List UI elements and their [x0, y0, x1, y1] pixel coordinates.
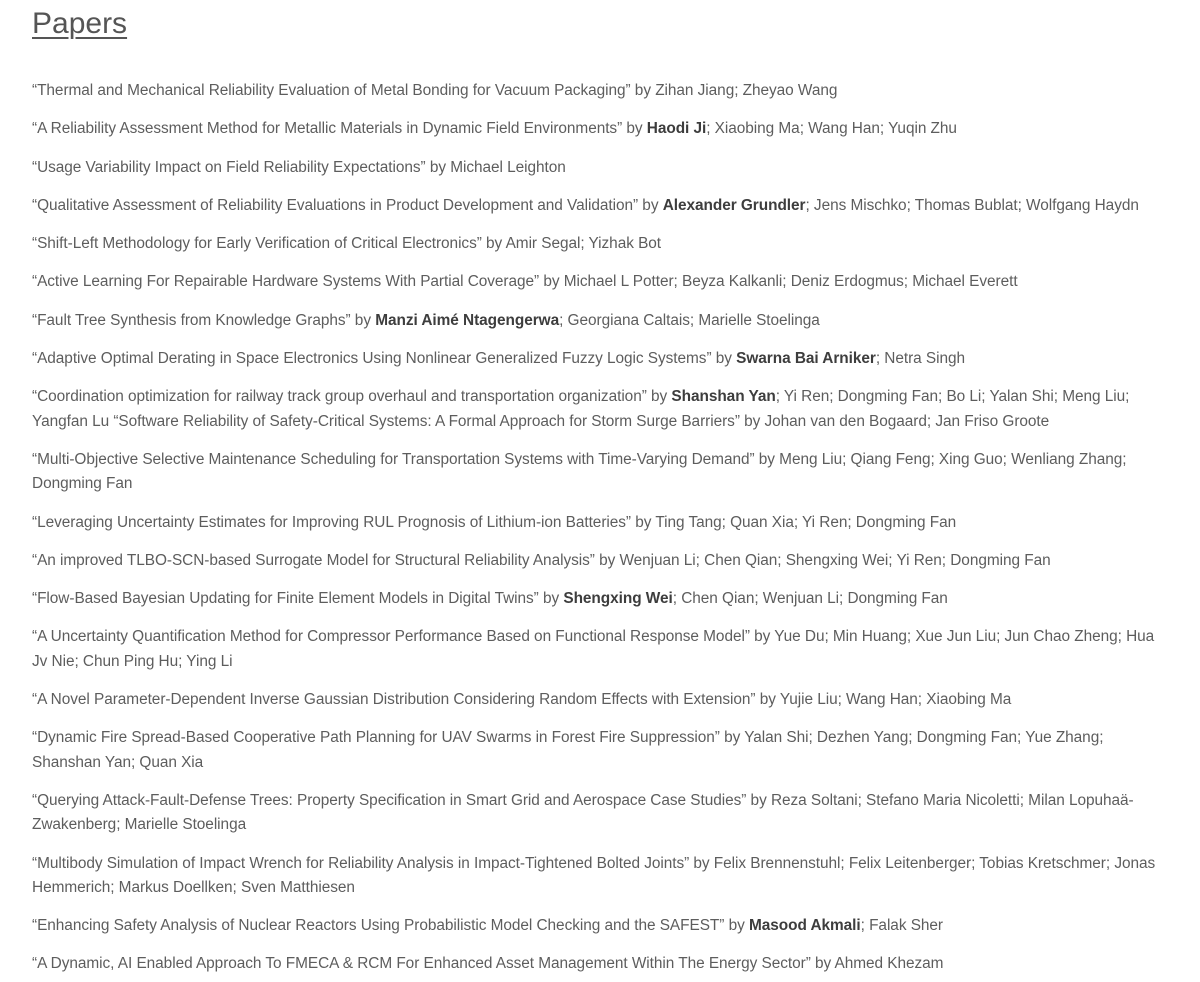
by-label: by: [539, 273, 564, 291]
paper-authors: ; Chen Qian; Wenjuan Li; Dongming Fan: [672, 590, 948, 608]
paper-entry: [32, 385, 1160, 434]
paper-title: “Multi-Objective Selective Maintenance Scheduling for Transportation Systems with Time-Varying Demand”: [32, 450, 755, 468]
by-label: by: [754, 450, 780, 468]
paper-title: “Usage Variability Impact on Field Reliability Expectations”: [32, 158, 426, 176]
by-label: by: [630, 82, 656, 99]
paper-title: “Thermal and Mechanical Reliability Evaluation of Metal Bonding for Vacuum Packaging”: [32, 82, 631, 99]
paper-entry: [32, 625, 1160, 674]
paper-entry: [32, 309, 1160, 333]
paper-title: “Querying Attack-Fault-Defense Trees: Property Specification in Smart Grid and Aerospace Case Studies”: [32, 791, 747, 809]
paper-authors: Yalan Shi; Dezhen Yang; Dongming Fan; Yue Zhang; Shanshan Yan; Quan Xia: [32, 729, 1104, 771]
paper-authors: Ting Tang; Quan Xia; Yi Ren; Dongming Fan: [655, 513, 957, 531]
presenting-author: Shanshan Yan: [671, 388, 776, 406]
paper-entry: [32, 194, 1160, 218]
paper-authors: Amir Segal; Yizhak Bot: [505, 235, 662, 253]
paper-authors: ; Netra Singh: [875, 350, 965, 368]
paper-title: “Dynamic Fire Spread-Based Cooperative Path Planning for UAV Swarms in Forest Fire Suppression”: [32, 729, 720, 747]
paper-title: “Multibody Simulation of Impact Wrench for Reliability Analysis in Impact-Tightened Bolted Joints”: [32, 854, 690, 872]
paper-title: “Coordination optimization for railway track group overhaul and transportation organization”: [32, 388, 647, 406]
presenting-author: Alexander Grundler: [662, 196, 806, 214]
by-label: by: [719, 729, 745, 747]
by-label: by: [646, 388, 672, 406]
paper-entry: [32, 587, 1160, 611]
by-label: by: [746, 791, 771, 809]
paper-entry: [32, 79, 1160, 103]
paper-authors: Wenjuan Li; Chen Qian; Shengxing Wei; Yi Ren; Dongming Fan: [619, 551, 1051, 569]
by-label: by: [810, 955, 835, 973]
presenting-author: Haodi Ji: [646, 120, 707, 138]
by-label: by: [749, 628, 775, 646]
paper-title: “Flow-Based Bayesian Updating for Finite Element Models in Digital Twins”: [32, 590, 539, 608]
paper-authors: ; Georgiana Caltais; Marielle Stoelinga: [559, 311, 820, 329]
paper-title: “An improved TLBO-SCN-based Surrogate Model for Structural Reliability Analysis”: [32, 551, 595, 569]
paper-entry: [32, 549, 1160, 573]
paper-title: “A Dynamic, AI Enabled Approach To FMECA & RCM For Enhanced Asset Management Within The Energy Sector”: [32, 955, 811, 973]
paper-authors: ; Falak Sher: [860, 917, 943, 935]
paper-entry: [32, 511, 1160, 535]
paper-entry: [32, 448, 1160, 497]
paper-entry: [32, 726, 1160, 775]
by-label: by: [711, 350, 737, 368]
by-label: by: [755, 691, 780, 709]
paper-title: “Qualitative Assessment of Reliability Evaluations in Product Development and Validation”: [32, 196, 639, 214]
paper-authors: ; Xiaobing Ma; Wang Han; Yuqin Zhu: [706, 120, 957, 138]
paper-entry: [32, 117, 1160, 141]
paper-title: “Fault Tree Synthesis from Knowledge Graphs”: [32, 311, 351, 329]
paper-title: “A Reliability Assessment Method for Metallic Materials in Dynamic Field Environments”: [32, 120, 623, 138]
presenting-author: Masood Akmali: [748, 917, 861, 935]
paper-title: “A Novel Parameter-Dependent Inverse Gaussian Distribution Considering Random Effects with Extension”: [32, 691, 756, 709]
paper-authors: Yue Du; Min Huang; Xue Jun Liu; Jun Chao Zheng; Hua Jv Nie; Chun Ping Hu; Ying Li: [32, 628, 1155, 670]
paper-entry: [32, 688, 1160, 712]
paper-entry: [32, 156, 1160, 180]
by-label: by: [724, 917, 749, 935]
paper-entry: [32, 232, 1160, 256]
by-label: by: [538, 590, 564, 608]
by-label: by: [594, 551, 620, 569]
paper-title: “Active Learning For Repairable Hardware Systems With Partial Coverage”: [32, 273, 540, 291]
paper-entry: [32, 914, 1160, 938]
paper-authors: Ahmed Khezam: [834, 955, 944, 973]
paper-authors: Reza Soltani; Stefano Maria Nicoletti; Milan Lopuhaä-Zwakenberg; Marielle Stoelinga: [32, 791, 1134, 834]
presenting-author: Manzi Aimé Ntagengerwa: [375, 311, 560, 329]
paper-title: “Shift-Left Methodology for Early Verification of Critical Electronics”: [32, 235, 482, 253]
paper-title: “Leveraging Uncertainty Estimates for Improving RUL Prognosis of Lithium-ion Batteries”: [32, 513, 631, 531]
paper-entry: [32, 270, 1160, 294]
page-title: Papers: [32, 7, 128, 40]
paper-entry: [32, 789, 1160, 838]
paper-title: “A Uncertainty Quantification Method for Compressor Performance Based on Functional Response Model”: [32, 628, 750, 646]
paper-title: “Enhancing Safety Analysis of Nuclear Reactors Using Probabilistic Model Checking and the SAFEST”: [32, 917, 725, 935]
paper-authors: Meng Liu; Qiang Feng; Xing Guo; Wenliang Zhang; Dongming Fan: [32, 450, 1127, 493]
by-label: by: [622, 120, 647, 138]
by-label: by: [425, 158, 451, 176]
by-label: by: [631, 513, 656, 531]
paper-authors: ; Jens Mischko; Thomas Bublat; Wolfgang Haydn: [805, 196, 1139, 214]
paper-list: [32, 79, 1160, 977]
by-label: by: [350, 311, 376, 329]
by-label: by: [689, 854, 714, 872]
paper-entry: [32, 347, 1160, 371]
presenting-author: Shengxing Wei: [563, 590, 673, 608]
paper-title: “Adaptive Optimal Derating in Space Electronics Using Nonlinear Generalized Fuzzy Logic Systems”: [32, 350, 712, 368]
paper-entry: [32, 952, 1160, 976]
by-label: by: [481, 235, 506, 253]
paper-entry: [32, 852, 1160, 901]
paper-authors: Michael L Potter; Beyza Kalkanli; Deniz Erdogmus; Michael Everett: [563, 273, 1018, 291]
paper-authors: Zihan Jiang; Zheyao Wang: [655, 82, 838, 99]
paper-authors: Michael Leighton: [450, 158, 566, 176]
by-label: by: [638, 196, 663, 214]
paper-authors: ; Yi Ren; Dongming Fan; Bo Li; Yalan Shi; Meng Liu; Yangfan Lu “Software Reliability of Safety-Critical Systems: A Formal Approach for Storm Surge Barriers” by Johan van den Bogaard; Jan Friso Groote: [32, 388, 1130, 430]
paper-authors: Yujie Liu; Wang Han; Xiaobing Ma: [779, 691, 1012, 709]
presenting-author: Swarna Bai Arniker: [736, 350, 876, 368]
paper-authors: Felix Brennenstuhl; Felix Leitenberger; Tobias Kretschmer; Jonas Hemmerich; Markus Doellken; Sven Matthiesen: [32, 854, 1156, 896]
